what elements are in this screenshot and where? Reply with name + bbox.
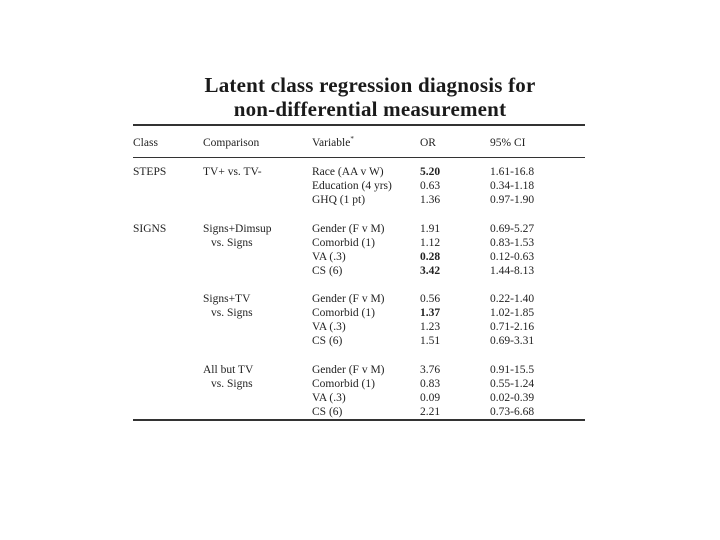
confidence-interval-cell: 0.83-1.53 — [490, 236, 535, 249]
odds-ratio-cell: 0.56 — [420, 293, 441, 305]
header-variable — [312, 136, 354, 150]
odds-ratio-cell: 3.42 — [420, 264, 441, 277]
variable-cell: Education (4 yrs) — [312, 179, 392, 192]
confidence-interval-cell: 0.22-1.40 — [490, 293, 535, 305]
variable-cell: VA (.3) — [312, 391, 346, 404]
odds-ratio-cell: 0.09 — [420, 391, 441, 404]
table-title-line-2: non-differential measurement — [233, 97, 507, 121]
variable-cell: Gender (F v M) — [312, 223, 385, 235]
confidence-interval-cell: 0.97-1.90 — [490, 193, 535, 206]
variable-cell: Comorbid (1) — [312, 236, 375, 249]
confidence-interval-cell: 0.55-1.24 — [490, 377, 535, 390]
confidence-interval-cell: 0.34-1.18 — [490, 179, 535, 192]
confidence-interval-cell: 1.02-1.85 — [490, 306, 535, 319]
odds-ratio-cell: 1.91 — [420, 223, 441, 235]
odds-ratio-cell: 3.76 — [420, 364, 441, 376]
comparison-label: Signs+Dimsup — [203, 223, 272, 235]
table-title-line-1: Latent class regression diagnosis for — [204, 73, 536, 97]
variable-cell: VA (.3) — [312, 320, 346, 333]
odds-ratio-cell: 1.51 — [420, 334, 441, 347]
odds-ratio-cell: 0.28 — [420, 250, 441, 263]
odds-ratio-cell: 1.23 — [420, 320, 441, 333]
confidence-interval-cell: 0.73-6.68 — [490, 405, 535, 418]
confidence-interval-cell: 0.69-5.27 — [490, 223, 535, 235]
odds-ratio-cell: 1.37 — [420, 306, 441, 319]
confidence-interval-cell: 0.69-3.31 — [490, 334, 535, 347]
variable-cell: Gender (F v M) — [312, 364, 385, 376]
confidence-interval-cell: 0.91-15.5 — [490, 364, 535, 376]
variable-cell: CS (6) — [312, 405, 343, 418]
variable-cell: CS (6) — [312, 264, 343, 277]
comparison-label: vs. Signs — [211, 377, 253, 390]
top-rule — [133, 124, 585, 126]
confidence-interval-cell: 0.02-0.39 — [490, 391, 535, 404]
confidence-interval-cell: 1.44-8.13 — [490, 264, 535, 277]
confidence-interval-cell: 0.71-2.16 — [490, 320, 535, 333]
comparison-label: Signs+TV — [203, 293, 251, 305]
header-rule — [133, 157, 585, 158]
odds-ratio-cell: 0.63 — [420, 179, 441, 192]
header-variable-label: Variable — [312, 137, 351, 149]
odds-ratio-cell: 1.12 — [420, 236, 441, 249]
variable-cell: Gender (F v M) — [312, 293, 385, 305]
class-label: SIGNS — [133, 223, 167, 235]
header-or: OR — [420, 137, 436, 149]
comparison-label: All but TV — [203, 364, 254, 376]
comparison-label: TV+ vs. TV- — [203, 166, 262, 178]
odds-ratio-cell: 0.83 — [420, 377, 441, 390]
class-label: STEPS — [133, 166, 167, 178]
variable-cell: CS (6) — [312, 334, 343, 347]
confidence-interval-cell: 0.12-0.63 — [490, 250, 535, 263]
variable-cell: GHQ (1 pt) — [312, 193, 366, 206]
header-ci: 95% CI — [490, 137, 526, 149]
odds-ratio-cell: 5.20 — [420, 166, 441, 178]
bottom-rule — [133, 419, 585, 421]
variable-cell: Comorbid (1) — [312, 377, 375, 390]
header-variable-footnote-mark: * — [350, 135, 354, 144]
variable-cell: Race (AA v W) — [312, 166, 384, 178]
odds-ratio-cell: 1.36 — [420, 193, 441, 206]
header-class: Class — [133, 137, 158, 149]
comparison-label: vs. Signs — [211, 236, 253, 249]
header-comparison: Comparison — [203, 137, 260, 149]
variable-cell: Comorbid (1) — [312, 306, 375, 319]
variable-cell: VA (.3) — [312, 250, 346, 263]
odds-ratio-cell: 2.21 — [420, 405, 441, 418]
confidence-interval-cell: 1.61-16.8 — [490, 166, 535, 178]
comparison-label: vs. Signs — [211, 306, 253, 319]
